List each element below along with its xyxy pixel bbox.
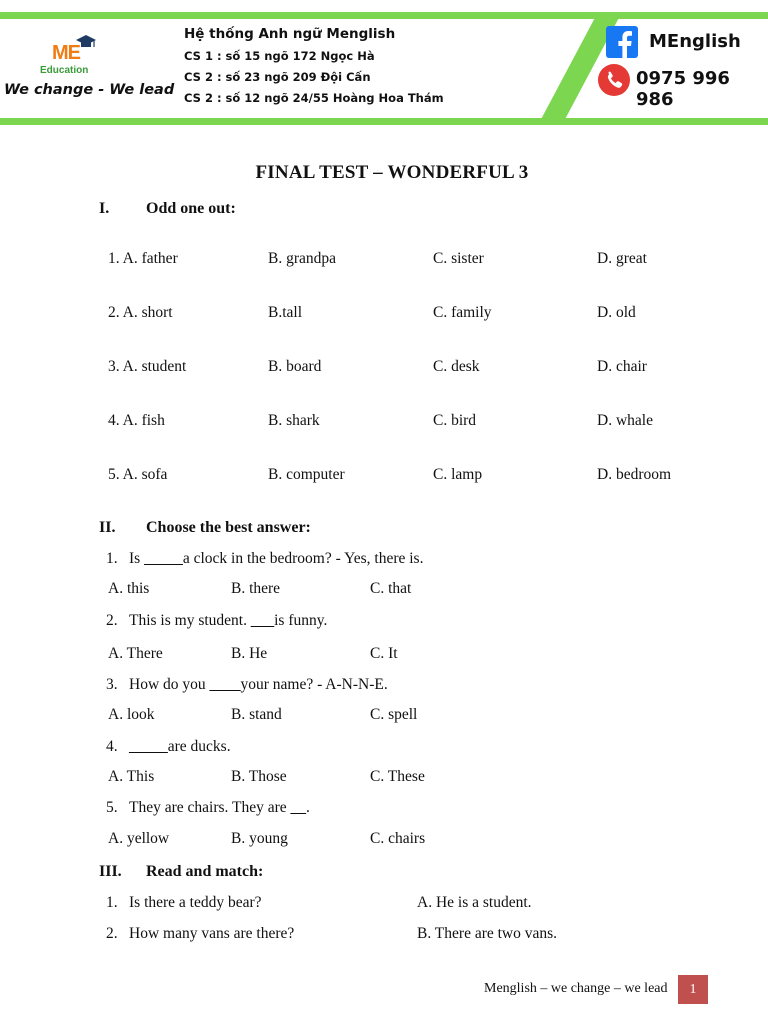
question-text: How do you ____your name? - A-N-N-E.: [129, 676, 388, 693]
brand-logo: [40, 32, 104, 78]
question-option: C. family: [433, 304, 492, 321]
question-option: D. great: [597, 250, 647, 267]
answer-blank: _____: [144, 550, 183, 567]
section-heading: [99, 200, 236, 218]
logo-subtitle: Education: [40, 65, 89, 76]
match-answer: B. There are two vans.: [417, 925, 558, 942]
question-option: C. chairs: [370, 830, 426, 847]
answer-blank: ___: [250, 612, 275, 629]
match-answer: A. He is a student.: [417, 894, 532, 911]
logo-text: ME: [52, 42, 80, 64]
question-number: 3.: [106, 676, 118, 693]
answer-blank: _____: [129, 738, 168, 755]
section-number: III.: [99, 863, 122, 880]
answer-blank: __: [290, 799, 307, 816]
page-title: FINAL TEST – WONDERFUL 3: [255, 162, 529, 183]
question-option: D. whale: [597, 412, 653, 429]
question-option: D. bedroom: [597, 466, 672, 483]
section-title: Odd one out:: [146, 200, 236, 217]
question-option: B.tall: [268, 304, 303, 321]
question-option: B. computer: [268, 466, 345, 483]
section-title: Choose the best answer:: [146, 519, 311, 536]
question-number: 1.: [106, 550, 118, 567]
question-option: 1. A. father: [108, 250, 178, 267]
question-option: B. there: [231, 580, 281, 597]
question-option: B. board: [268, 358, 322, 375]
question-text: They are chairs. They are __.: [129, 799, 310, 816]
question-text: How many vans are there?: [129, 925, 295, 942]
question-text: Is _____a clock in the bedroom? - Yes, there is.: [129, 550, 424, 567]
facebook-name: MEnglish: [649, 31, 741, 52]
question-option: 2. A. short: [108, 304, 173, 321]
question-number: 5.: [106, 799, 118, 816]
question-option: C. lamp: [433, 466, 483, 483]
address-line: CS 1 : số 15 ngõ 172 Ngọc Hà: [184, 49, 375, 63]
footer-text: Menglish – we change – we lead: [484, 981, 668, 996]
question-option: B. stand: [231, 706, 282, 723]
page-number: 1: [678, 975, 708, 1004]
question-option: A. This: [108, 768, 155, 785]
question-option: 5. A. sofa: [108, 466, 168, 483]
question-number: 1.: [106, 894, 118, 911]
question-option: 4. A. fish: [108, 412, 165, 429]
section-title: Read and match:: [146, 863, 264, 880]
question-text: Is there a teddy bear?: [129, 894, 262, 911]
answer-blank: ____: [209, 676, 241, 693]
question-option: C. that: [370, 580, 412, 597]
question-option: B. young: [231, 830, 288, 847]
question-option: B. He: [231, 645, 268, 662]
phone-number: 0975 996 986: [636, 68, 730, 110]
section-heading: [99, 863, 263, 881]
question-option: B. Those: [231, 768, 287, 785]
question-option: C. These: [370, 768, 425, 785]
question-option: B. shark: [268, 412, 320, 429]
section-number: I.: [99, 200, 110, 217]
question-text: This is my student. ___is funny.: [129, 612, 328, 629]
facebook-icon: [606, 26, 638, 58]
question-text: _____are ducks.: [129, 738, 231, 755]
page-header: [0, 0, 768, 130]
question-option: C. sister: [433, 250, 484, 267]
slogan: We change - We lead: [4, 82, 175, 98]
question-option: D. chair: [597, 358, 647, 375]
question-option: 3. A. student: [108, 358, 187, 375]
question-option: C. bird: [433, 412, 477, 429]
graduation-cap-icon: [74, 34, 96, 50]
address-line: CS 2 : số 12 ngõ 24/55 Hoàng Hoa Thám: [184, 91, 444, 105]
question-number: 2.: [106, 612, 118, 629]
question-number: 4.: [106, 738, 118, 755]
section-number: II.: [99, 519, 116, 536]
question-option: A. There: [108, 645, 163, 662]
org-name: Hệ thống Anh ngữ Menglish: [184, 26, 396, 42]
question-option: C. spell: [370, 706, 418, 723]
question-option: B. grandpa: [268, 250, 337, 267]
question-option: C. It: [370, 645, 398, 662]
question-option: A. look: [108, 706, 155, 723]
question-option: D. old: [597, 304, 636, 321]
question-number: 2.: [106, 925, 118, 942]
question-option: C. desk: [433, 358, 480, 375]
question-option: A. yellow: [108, 830, 170, 847]
question-option: A. this: [108, 580, 150, 597]
phone-icon: [598, 64, 630, 96]
header-green-band: [0, 0, 768, 130]
section-heading: [99, 519, 311, 537]
address-line: CS 2 : số 23 ngõ 209 Đội Cấn: [184, 70, 371, 84]
